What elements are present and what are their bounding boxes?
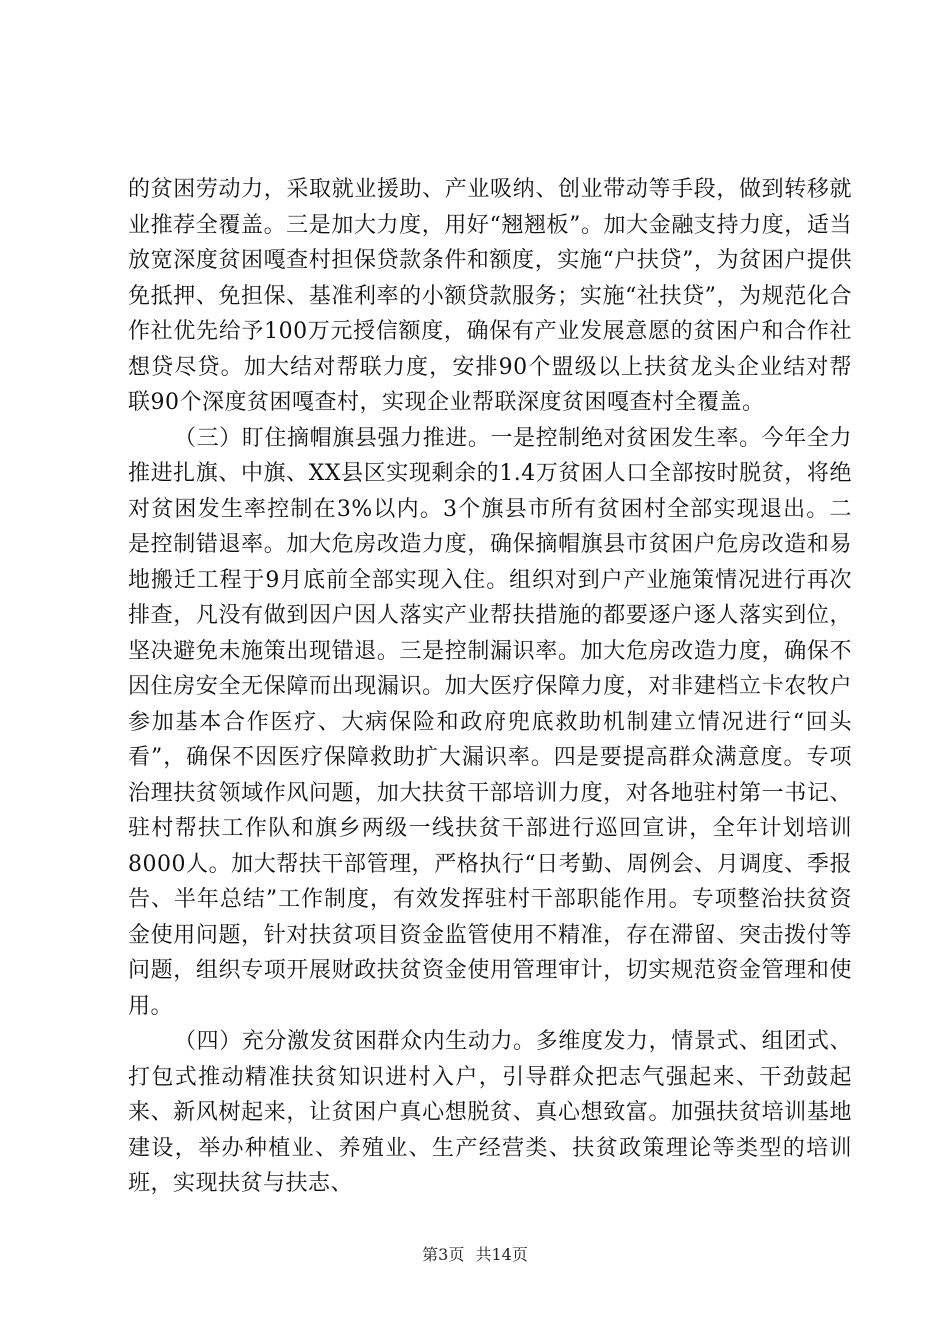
- paragraph-continuation: 的贫困劳动力，采取就业援助、产业吸纳、创业带动等手段，做到转移就业推荐全覆盖。三是加大力度，用好“翘翘板”。加大金融支持力度，适当放宽深度贫困嘎查村担保贷款条件和额度，实施“户扶贷”，为贫困户提供免抵押、免担保、基准利率的小额贷款服务；实施“社扶贷”，为规范化合作社优先给予100万元授信额度，确保有产业发展意愿的贫困户和合作社想贷尽贷。加大结对帮联力度，安排90个盟级以上扶贫龙头企业结对帮联90个深度贫困嘎查村，实现企业帮联深度贫困嘎查村全覆盖。: [128, 177, 852, 415]
- page-footer: [0, 1242, 950, 1265]
- paragraph-section-four: （四）充分激发贫困群众内生动力。多维度发力，情景式、组团式、打包式推动精准扶贫知识进村入户，引导群众把志气强起来、干劲鼓起来、新风树起来，让贫困户真心想脱贫、真心想致富。加强扶贫培训基地建设，举办种植业、养殖业、生产经营类、扶贫政策理论等类型的培训班，实现扶贫与扶志、: [128, 1029, 852, 1196]
- paragraph-section-three: （三）盯住摘帽旗县强力推进。一是控制绝对贫困发生率。今年全力推进扎旗、中旗、XX县区实现剩余的1.4万贫困人口全部按时脱贫，将绝对贫困发生率控制在3%以内。3个旗县市所有贫困村全部实现退出。二是控制错退率。加大危房改造力度，确保摘帽旗县市贫困户危房改造和易地搬迁工程于9月底前全部实现入住。组织对到户产业施策情况进行再次排查，凡没有做到因户因人落实产业帮扶措施的都要逐户逐人落实到位，坚决避免未施策出现错退。三是控制漏识率。加大危房改造力度，确保不因住房安全无保障而出现漏识。加大医疗保障力度，对非建档立卡农牧户参加基本合作医疗、大病保险和政府兜底救助机制建立情况进行“回头看”，确保不因医疗保障救助扩大漏识率。四是要提高群众满意度。专项治理扶贫领域作风问题，加大扶贫干部培训力度，对各地驻村第一书记、驻村帮扶工作队和旗乡两级一线扶贫干部进行巡回宣讲，全年计划培训8000人。加大帮扶干部管理，严格执行“日考勤、周例会、月调度、季报告、半年总结”工作制度，有效发挥驻村干部职能作用。专项整治扶贫资金使用问题，针对扶贫项目资金监管使用不精准，存在滞留、突击拨付等问题，组织专项开展财政扶贫资金使用管理审计，切实规范资金管理和使用。: [128, 425, 852, 1019]
- document-body: [128, 172, 852, 1202]
- page-number: 第3页: [422, 1245, 465, 1264]
- page-total: 共14页: [475, 1245, 528, 1264]
